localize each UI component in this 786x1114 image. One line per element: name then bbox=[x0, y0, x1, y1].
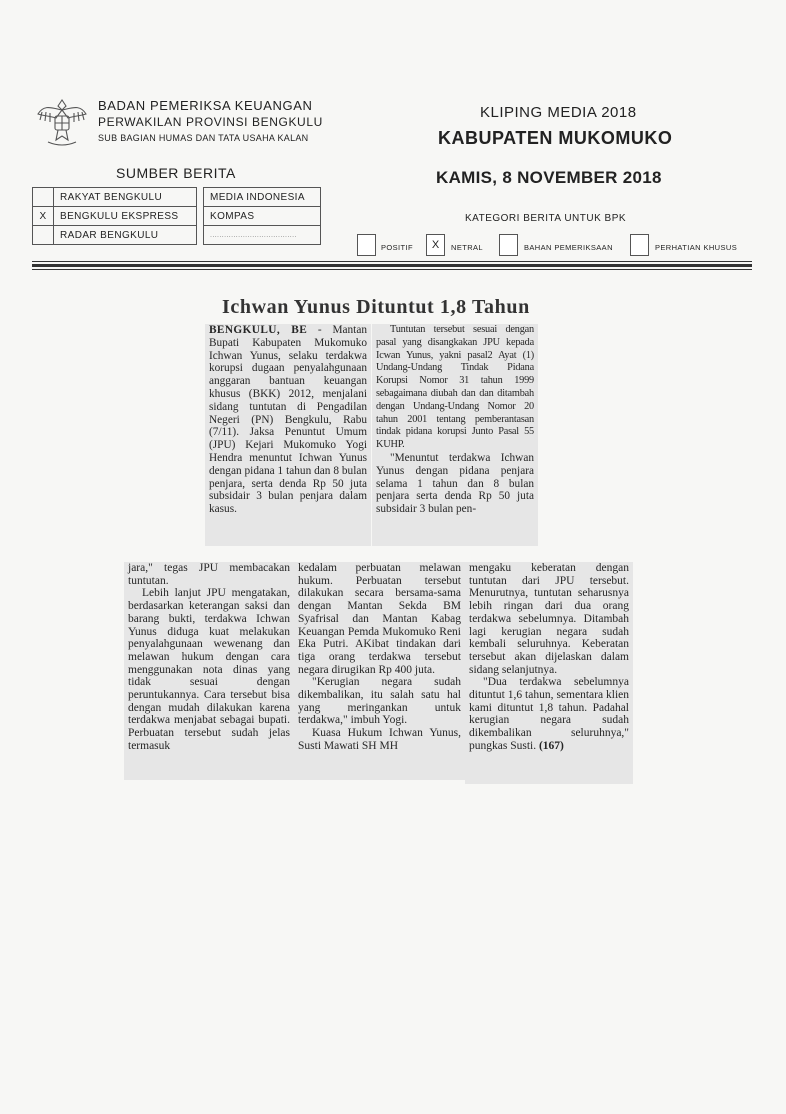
source-row bbox=[33, 226, 321, 245]
source-row bbox=[33, 188, 321, 207]
source-name: BENGKULU EKSPRESS bbox=[54, 207, 197, 226]
article-column-2 bbox=[372, 324, 538, 546]
netral-checkbox: X bbox=[426, 234, 445, 256]
kategori-title: KATEGORI BERITA UNTUK BPK bbox=[465, 213, 627, 224]
source-check: X bbox=[33, 207, 54, 226]
article-paragraph: "Dua terdakwa sebelumnya dituntut 1,6 tahun, sementara klien kami dituntut 1,8 tahun. Padahal kerugian negara sudah dikembalikan seluruhnya," pungkas Susti. (167) bbox=[469, 676, 629, 752]
garuda-emblem-icon bbox=[34, 92, 90, 150]
netral-label: NETRAL bbox=[451, 243, 483, 252]
source-name: RADAR BENGKULU bbox=[54, 226, 197, 245]
article-column-4 bbox=[294, 562, 465, 780]
perhatian-khusus-label: PERHATIAN KHUSUS bbox=[655, 243, 738, 252]
org-name: BADAN PEMERIKSA KEUANGAN bbox=[98, 98, 313, 113]
bahan-pemeriksaan-checkbox bbox=[499, 234, 518, 256]
article-paragraph: BENGKULU, BE - Mantan Bupati Kabupaten Mukomuko Ichwan Yunus, selaku terdakwa korupsi dugaan penyalahgunaan anggaran bantuan keuangan khusus (BKK) 2012, menjalani sidang tuntutan di Pengadilan Negeri (PN) Bengkulu, Rabu (7/11). Jaksa Penuntut Umum (JPU) Kejari Mukomuko Yogi Hendra menuntut Ichwan Yunus dengan pidana 1 tahun dan 8 bulan penjara, serta denda Rp 50 juta subsidair 3 bulan penjara dalam kasus. bbox=[209, 324, 367, 516]
article-paragraph: mengaku keberatan dengan tuntutan dari JPU tersebut. Menurutnya, tuntutan seharusnya lebih ringan dari dua orang terdakwa sebelumnya. Ditambah lagi kerugian negara sudah kembali seluruhnya. Keberatan tersebut akan dijelaskan dalam sidang selanjutnya. bbox=[469, 562, 629, 676]
source-check bbox=[33, 188, 54, 207]
positif-checkbox bbox=[357, 234, 376, 256]
article-paragraph: Tuntutan tersebut sesuai dengan pasal yang disangkakan JPU kepada Icwan Yunus, yakni pasal2 Ayat (1) Undang-Undang Tindak Pidana Korupsi Nomor 31 tahun 1999 sebagaimana diubah dan dan ditambah dengan Undang-Undang Nomor 20 tahun 2001 tentang pemberantasan tindak pidana korupsi Junto Pasal 55 KUHP. bbox=[376, 324, 534, 451]
org-branch: PERWAKILAN PROVINSI BENGKULU bbox=[98, 115, 323, 129]
article-paragraph: "Kerugian negara sudah dikembalikan, itu salah satu hal yang meringankan untuk terdakwa," imbuh Yogi. bbox=[298, 676, 461, 727]
positif-label: POSITIF bbox=[381, 243, 413, 252]
source-check bbox=[33, 226, 54, 245]
article-column-5 bbox=[465, 562, 633, 784]
perhatian-khusus-checkbox bbox=[630, 234, 649, 256]
article-dateline: BENGKULU, BE bbox=[209, 324, 308, 336]
divider bbox=[32, 264, 752, 267]
article-column-3 bbox=[124, 562, 294, 780]
article-paragraph: Kuasa Hukum Ichwan Yunus, Susti Mawati SH MH bbox=[298, 727, 461, 752]
article-signoff: (167) bbox=[538, 739, 564, 752]
bahan-pemeriksaan-label: BAHAN PEMERIKSAAN bbox=[524, 243, 613, 252]
publication-date: KAMIS, 8 NOVEMBER 2018 bbox=[436, 168, 662, 187]
article-paragraph: Lebih lanjut JPU mengatakan, berdasarkan keterangan saksi dan barang bukti, terdakwa Ichwan Yunus diduga kuat melakukan penyalahgunaan wewenang dan melawan hukum dengan cara menggunakan nota dinas yang tidak sesuai dengan peruntukannya. Cara tersebut bisa dengan mudah dilakukan karena terdakwa menjabat sebagai bupati. Perbuatan tersebut sudah jelas termasuk bbox=[128, 587, 290, 752]
article-paragraph: kedalam perbuatan melawan hukum. Perbuatan tersebut dilakukan secara bersama-sama dengan Mantan Sekda BM Syafrisal dan Mantan Kabag Keuangan Pemda Mukomuko Reni Eka Putri. AKibat tindakan dari tiga orang terdakwa tersebut negara dirugikan Rp 400 juta. bbox=[298, 562, 461, 676]
source-name: MEDIA INDONESIA bbox=[204, 188, 321, 207]
divider bbox=[32, 269, 752, 270]
divider bbox=[32, 261, 752, 262]
region-title: KABUPATEN MUKOMUKO bbox=[438, 128, 673, 148]
source-name: KOMPAS bbox=[204, 207, 321, 226]
source-name: ..................................... bbox=[204, 226, 321, 245]
org-subdivision: SUB BAGIAN HUMAS DAN TATA USAHA KALAN bbox=[98, 133, 309, 143]
article-paragraph: jara," tegas JPU membacakan tuntutan. bbox=[128, 562, 290, 587]
article-paragraph: "Menuntut terdakwa Ichwan Yunus dengan pidana penjara selama 1 tahun dan 8 bulan penjara serta denda Rp 50 juta subsidair 3 bulan pen- bbox=[376, 451, 534, 516]
article-title: Ichwan Yunus Dituntut 1,8 Tahun bbox=[222, 296, 530, 318]
source-table bbox=[32, 187, 321, 245]
source-name: RAKYAT BENGKULU bbox=[54, 188, 197, 207]
article-column-1 bbox=[205, 324, 371, 546]
sumber-berita-title: SUMBER BERITA bbox=[116, 165, 236, 181]
source-row bbox=[33, 207, 321, 226]
kliping-label: KLIPING MEDIA 2018 bbox=[480, 104, 637, 121]
